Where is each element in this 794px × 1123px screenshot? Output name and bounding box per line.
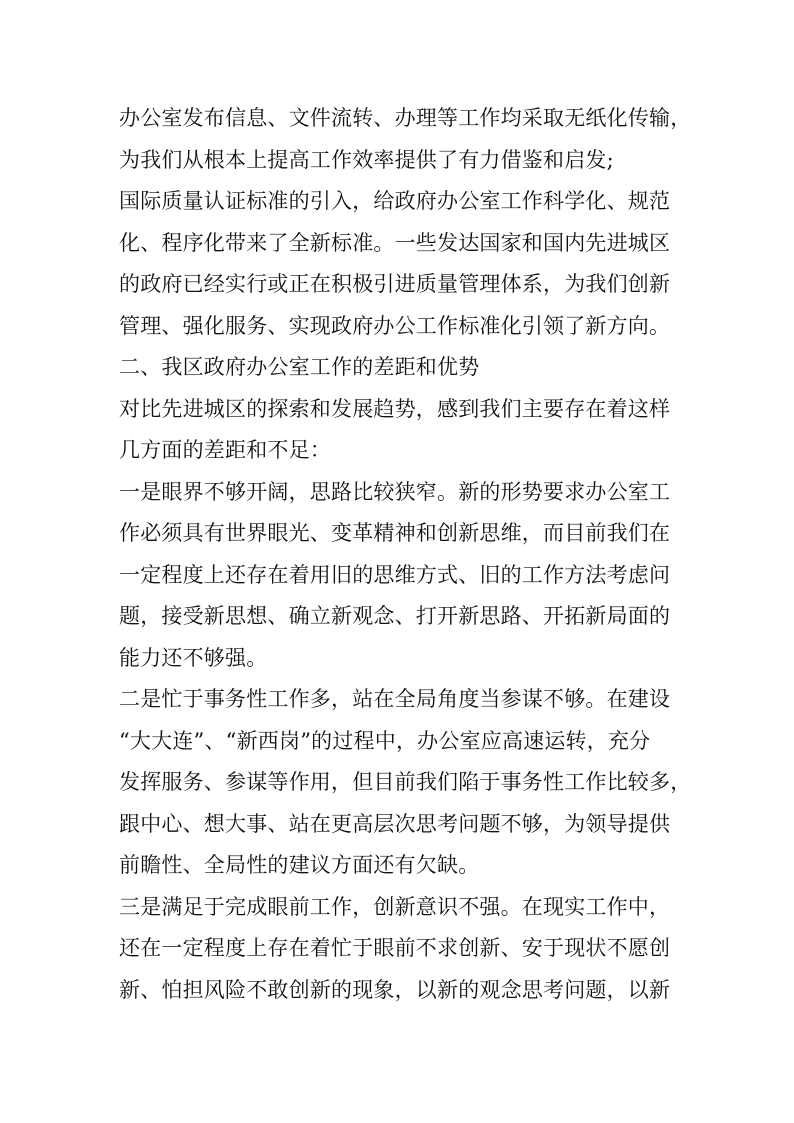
text-line: 几方面的差距和不足： — [119, 438, 331, 462]
text-line: 化、程序化带来了全新标准。一些发达国家和国内先进城区 — [119, 230, 671, 255]
text-line: 为我们从根本上提高工作效率提供了有力借鉴和启发; — [119, 147, 614, 172]
text-line: 跟中心、想大事、站在更高层次思考问题不够，为领导提供 — [119, 811, 671, 836]
document-body — [119, 98, 692, 1011]
text-line: 办公室发布信息、文件流转、办理等工作均采取无纸化传输， — [119, 106, 692, 130]
section-heading: 二、我区政府办公室工作的差距和优势 — [119, 355, 480, 379]
text-line: 的政府已经实行或正在积极引进质量管理体系，为我们创新 — [119, 272, 671, 296]
text-line: 二是忙于事务性工作多，站在全局角度当参谋不够。在建设 — [119, 687, 671, 711]
text-line: 新、怕担风险不敢创新的现象，以新的观念思考问题，以新 — [119, 977, 671, 1002]
text-line: 作必须具有世界眼光、变革精神和创新思维，而目前我们在 — [119, 521, 671, 545]
text-line: 一定程度上还存在着用旧的思维方式、旧的工作方法考虑问 — [119, 562, 671, 587]
text-line: 题，接受新思想、确立新观念、打开新思路、开拓新局面的 — [119, 604, 671, 628]
text-line: 三是满足于完成眼前工作，创新意识不强。在现实工作中， — [119, 894, 671, 919]
text-line: 发挥服务、参谋等作用，但目前我们陷于事务性工作比较多， — [119, 770, 692, 794]
text-line: 国际质量认证标准的引入，给政府办公室工作科学化、规范 — [119, 189, 671, 213]
text-line: 还在一定程度上存在着忙于眼前不求创新、安于现状不愿创 — [119, 936, 671, 960]
text-line: 一是眼界不够开阔，思路比较狭窄。新的形势要求办公室工 — [119, 479, 671, 504]
text-line: 对比先进城区的探索和发展趋势，感到我们主要存在着这样 — [119, 396, 671, 421]
text-line: “大大连”、“新西岗”的过程中，办公室应高速运转，充分 — [119, 728, 651, 753]
text-line: 能力还不够强。 — [119, 645, 268, 670]
text-line: 前瞻性、全局性的建议方面还有欠缺。 — [119, 853, 480, 877]
text-line: 管理、强化服务、实现政府办公工作标准化引领了新方向。 — [119, 313, 671, 338]
